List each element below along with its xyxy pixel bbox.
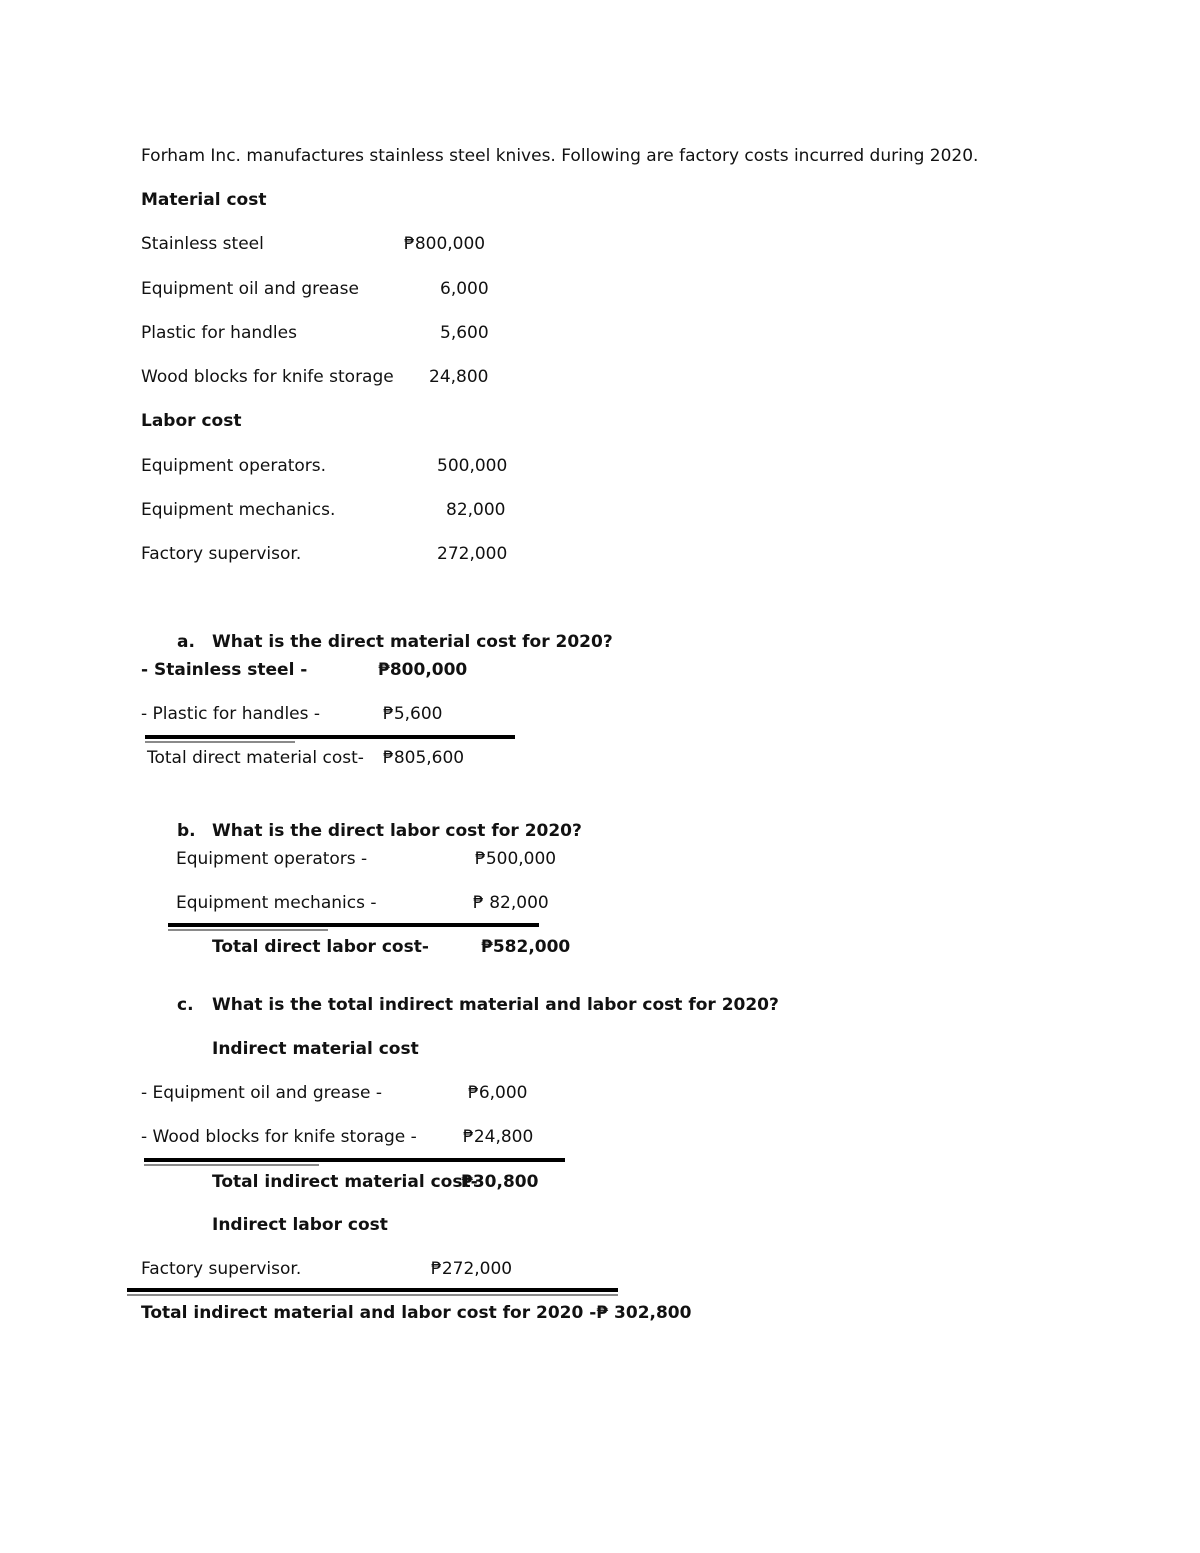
material-row-value: ₱800,000 [404, 234, 486, 254]
labor-row-label: Equipment mechanics. [141, 500, 336, 520]
labor-row-value: 82,000 [446, 500, 506, 520]
grand-total: Total indirect material and labor cost for 2020 -₱ 302,800 [141, 1303, 692, 1323]
answer-c-row-label: - Equipment oil and grease - [141, 1083, 382, 1103]
underline-rule-shadow [144, 1164, 319, 1166]
indirect-labor-row-label: Factory supervisor. [141, 1259, 302, 1279]
material-row-value: 6,000 [440, 279, 489, 299]
material-row-label: Equipment oil and grease [141, 279, 359, 299]
material-row-label: Plastic for handles [141, 323, 297, 343]
answer-c-row-value: ₱24,800 [463, 1127, 534, 1147]
question-b-text: What is the direct labor cost for 2020? [212, 821, 582, 841]
underline-rule [168, 923, 539, 927]
material-row-value: 24,800 [429, 367, 489, 387]
answer-b-row-label: Equipment operators - [176, 849, 368, 869]
answer-a-total-label: Total direct material cost- [147, 748, 364, 768]
underline-rule-shadow [168, 929, 328, 931]
indirect-labor-row-value: ₱272,000 [431, 1259, 513, 1279]
question-a-marker: a. [177, 632, 195, 652]
answer-b-row-value: ₱500,000 [475, 849, 557, 869]
answer-c-row-value: ₱6,000 [468, 1083, 528, 1103]
answer-a-row-label: - Plastic for handles - [141, 704, 321, 724]
intro-text: Forham Inc. manufactures stainless steel knives. Following are factory costs incurred during 2020. [141, 146, 979, 166]
answer-a-total-value: ₱805,600 [383, 748, 465, 768]
material-row-value: 5,600 [440, 323, 489, 343]
answer-a-row-value: ₱5,600 [383, 704, 443, 724]
labor-row-label: Equipment operators. [141, 456, 327, 476]
labor-row-value: 500,000 [437, 456, 508, 476]
answer-a-row-value: ₱800,000 [378, 660, 468, 680]
answer-b-total-label: Total direct labor cost- [212, 937, 429, 957]
indirect-material-total-value: ₱30,800 [461, 1172, 539, 1192]
underline-rule [127, 1288, 618, 1292]
answer-b-row-label: Equipment mechanics - [176, 893, 377, 913]
answer-a-row-label: - Stainless steel - [141, 660, 308, 680]
answer-c-row-label: - Wood blocks for knife storage - [141, 1127, 417, 1147]
material-row-label: Wood blocks for knife storage [141, 367, 394, 387]
question-a-text: What is the direct material cost for 2020? [212, 632, 613, 652]
question-c-marker: c. [177, 995, 194, 1015]
underline-rule [145, 735, 515, 739]
labor-row-value: 272,000 [437, 544, 508, 564]
indirect-material-total-label: Total indirect material cost- [212, 1172, 478, 1192]
material-row-label: Stainless steel [141, 234, 264, 254]
answer-b-total-value: ₱582,000 [481, 937, 571, 957]
question-c-text: What is the total indirect material and labor cost for 2020? [212, 995, 779, 1015]
labor-row-label: Factory supervisor. [141, 544, 302, 564]
material-cost-heading: Material cost [141, 190, 267, 210]
underline-rule-shadow [127, 1294, 618, 1296]
answer-b-row-value: ₱ 82,000 [473, 893, 549, 913]
labor-cost-heading: Labor cost [141, 411, 242, 431]
indirect-material-heading: Indirect material cost [212, 1039, 419, 1059]
question-b-marker: b. [177, 821, 196, 841]
indirect-labor-heading: Indirect labor cost [212, 1215, 388, 1235]
underline-rule-shadow [145, 741, 295, 743]
underline-rule [144, 1158, 565, 1162]
